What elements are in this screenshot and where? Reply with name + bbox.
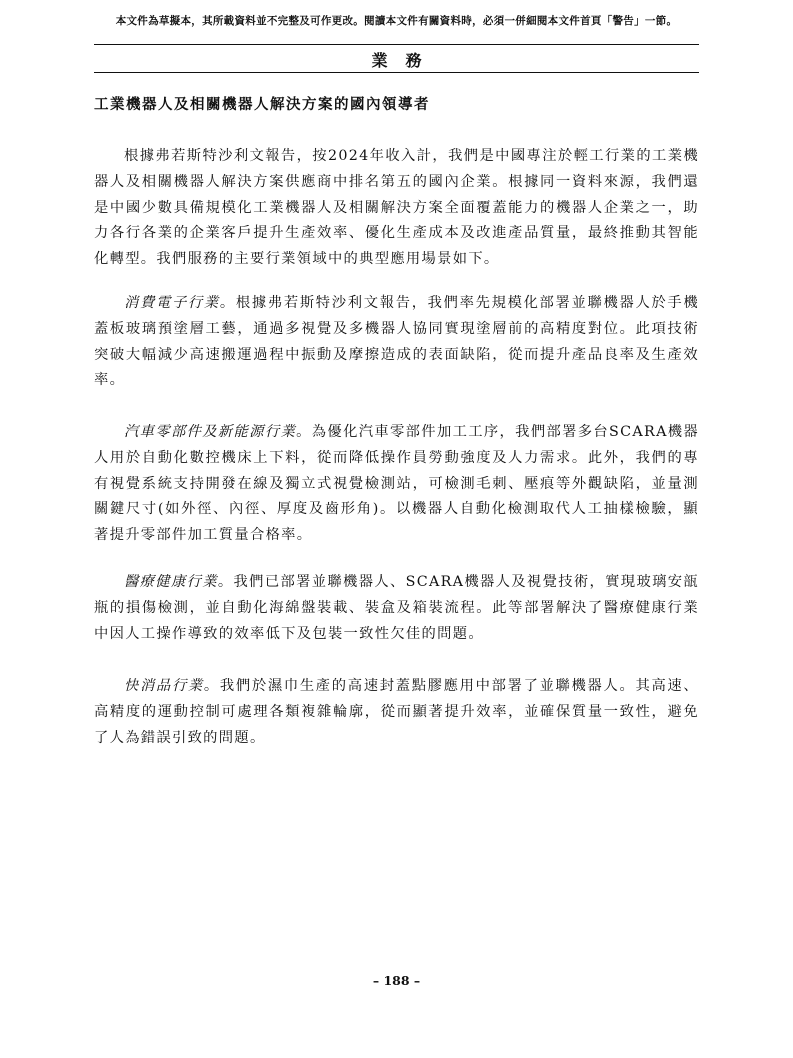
paragraph-fmcg <box>94 674 699 751</box>
paragraph-lead-fmcg: 快消品行業 <box>124 678 204 694</box>
paragraph-lead-healthcare: 醫療健康行業 <box>124 574 218 590</box>
paragraph-body-fmcg: 。我們於濕巾生產的高速封蓋點膠應用中部署了並聯機器人。其高速、高精度的運動控制可處理各類複雜輪廓，從而顯著提升效率，並確保質量一致性，避免了人為錯誤引致的問題。 <box>94 678 700 746</box>
paragraph-healthcare <box>94 570 699 647</box>
paragraph-intro: 根據弗若斯特沙利文報告，按2024年收入計，我們是中國專注於輕工行業的工業機器人及相關機器人解決方案供應商中排名第五的國內企業。根據同一資料來源，我們還是中國少數具備規模化工業機器人及相關解決方案全面覆蓋能力的機器人企業之一，助力各行各業的企業客戶提升生產效率、優化生產成本及改進產品質量，最終推動其智能化轉型。我們服務的主要行業領域中的典型應用場景如下。 <box>94 148 699 268</box>
paragraph-body-automotive: 。為優化汽車零部件加工工序，我們部署多台SCARA機器人用於自動化數控機床上下料，從而降低操作員勞動強度及人力需求。此外，我們的專有視覺系統支持開發在線及獨立式視覺檢測站，可檢測毛刺、壓痕等外觀缺陷，並量測關鍵尺寸(如外徑、內徑、厚度及齒形角)。以機器人自動化檢測取代人工抽樣檢驗，顯著提升零部件加工質量合格率。 <box>94 424 699 544</box>
paragraph-consumer-electronics <box>94 291 699 394</box>
header-rule-bottom <box>94 72 699 73</box>
page-number: – 188 – <box>372 973 421 988</box>
section-heading: 工業機器人及相關機器人解決方案的國內領導者 <box>94 96 430 113</box>
paragraph-body-consumer-electronics: 。根據弗若斯特沙利文報告，我們率先規模化部署並聯機器人於手機蓋板玻璃預塗層工藝，通過多視覺及多機器人協同實現塗層前的高精度對位。此項技術突破大幅減少高速搬運過程中振動及摩擦造成的表面缺陷，從而提升產品良率及生產效率。 <box>94 295 699 389</box>
paragraph-lead-consumer-electronics: 消費電子行業 <box>124 295 220 311</box>
paragraph-body-healthcare: 。我們已部署並聯機器人、SCARA機器人及視覺技術，實現玻璃安瓿瓶的損傷檢測，並自動化海綿盤裝載、裝盒及箱裝流程。此等部署解決了醫療健康行業中因人工操作導致的效率低下及包裝一致性欠佳的問題。 <box>94 574 699 642</box>
section-title: 業務 <box>371 51 440 70</box>
draft-warning-banner: 本文件為草擬本，其所載資料並不完整及可作更改。閱讀本文件有關資料時，必須一併細閱本文件首頁「警告」一節。 <box>115 15 678 27</box>
header-rule-top <box>94 44 699 45</box>
paragraph-automotive <box>94 420 699 549</box>
paragraph-lead-automotive: 汽車零部件及新能源行業 <box>124 424 297 440</box>
